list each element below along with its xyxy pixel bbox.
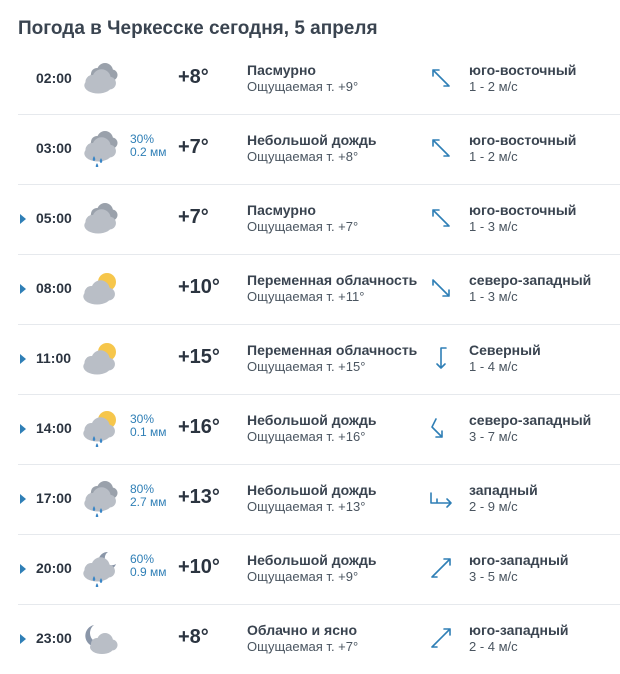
forecast-row[interactable] xyxy=(18,395,620,465)
sun-cloud-icon xyxy=(80,269,120,307)
wind-speed: 1 - 2 м/с xyxy=(469,149,518,164)
forecast-row[interactable] xyxy=(18,185,620,255)
feels-like: Ощущаемая т. +9° xyxy=(247,79,359,94)
expand-row-icon[interactable] xyxy=(20,424,26,434)
precipitation-amount: 0.1 мм xyxy=(130,425,167,439)
forecast-row[interactable] xyxy=(18,255,620,325)
feels-like: Ощущаемая т. +16° xyxy=(247,429,366,444)
hourly-forecast-list xyxy=(0,45,620,674)
precipitation xyxy=(130,483,167,509)
temperature: +10° xyxy=(178,556,220,578)
temperature: +10° xyxy=(178,276,220,298)
wind-direction: юго-восточный xyxy=(469,202,577,218)
feels-like: Ощущаемая т. +11° xyxy=(247,289,365,304)
forecast-row[interactable] xyxy=(18,325,620,395)
temperature: +8° xyxy=(178,626,209,648)
moon-cloud-rain-icon xyxy=(80,549,120,587)
feels-like: Ощущаемая т. +9° xyxy=(247,569,359,584)
temperature: +15° xyxy=(178,346,220,368)
wind-speed: 2 - 9 м/с xyxy=(469,499,518,514)
wind-speed: 3 - 5 м/с xyxy=(469,569,518,584)
precipitation-probability: 30% xyxy=(130,132,155,146)
condition: Облачно и ясно xyxy=(247,622,358,638)
forecast-time: 08:00 xyxy=(36,280,72,296)
wind-speed: 1 - 3 м/с xyxy=(469,289,518,304)
cloud-rain-icon xyxy=(80,479,120,517)
page-title: Погода в Черкесске сегодня, 5 апреля xyxy=(18,18,378,39)
forecast-time: 02:00 xyxy=(36,70,72,86)
temperature: +13° xyxy=(178,486,220,508)
precipitation xyxy=(130,413,167,439)
feels-like: Ощущаемая т. +7° xyxy=(247,219,359,234)
overcast-cloud-icon xyxy=(80,59,120,97)
feels-like: Ощущаемая т. +15° xyxy=(247,359,366,374)
wind-arrow-northwest-gust-icon xyxy=(428,415,454,441)
feels-like: Ощущаемая т. +7° xyxy=(247,639,359,654)
condition: Переменная облачность xyxy=(247,342,418,358)
condition: Пасмурно xyxy=(247,202,316,218)
wind-speed: 1 - 3 м/с xyxy=(469,219,518,234)
wind-direction: юго-западный xyxy=(469,552,569,568)
precipitation-probability: 30% xyxy=(130,412,155,426)
expand-row-icon[interactable] xyxy=(20,564,26,574)
expand-row-icon[interactable] xyxy=(20,354,26,364)
wind-direction: юго-восточный xyxy=(469,132,577,148)
forecast-row xyxy=(18,115,620,185)
forecast-row xyxy=(18,45,620,115)
temperature: +7° xyxy=(178,136,209,158)
forecast-row[interactable] xyxy=(18,535,620,605)
sun-cloud-icon xyxy=(80,339,120,377)
condition: Переменная облачность xyxy=(247,272,418,288)
temperature: +7° xyxy=(178,206,209,228)
wind-direction: юго-западный xyxy=(469,622,569,638)
wind-speed: 1 - 4 м/с xyxy=(469,359,518,374)
feels-like: Ощущаемая т. +8° xyxy=(247,149,359,164)
wind-arrow-southeast-icon xyxy=(428,135,454,161)
forecast-time: 23:00 xyxy=(36,630,72,646)
moon-cloud-icon xyxy=(80,619,120,657)
precipitation-amount: 0.9 мм xyxy=(130,565,167,579)
precipitation xyxy=(130,553,167,579)
wind-arrow-southwest-icon xyxy=(428,555,454,581)
wind-direction: Северный xyxy=(469,342,541,358)
precipitation xyxy=(130,133,167,159)
wind-speed: 1 - 2 м/с xyxy=(469,79,518,94)
wind-direction: западный xyxy=(469,482,538,498)
forecast-row[interactable] xyxy=(18,465,620,535)
forecast-time: 05:00 xyxy=(36,210,72,226)
expand-row-icon[interactable] xyxy=(20,494,26,504)
wind-direction: юго-восточный xyxy=(469,62,577,78)
temperature: +8° xyxy=(178,66,209,88)
cloud-rain-icon xyxy=(80,129,120,167)
wind-arrow-southwest-icon xyxy=(428,625,454,651)
wind-direction: северо-западный xyxy=(469,272,592,288)
forecast-time: 20:00 xyxy=(36,560,72,576)
precipitation-probability: 60% xyxy=(130,552,155,566)
condition: Небольшой дождь xyxy=(247,482,377,498)
condition: Небольшой дождь xyxy=(247,552,377,568)
wind-speed: 2 - 4 м/с xyxy=(469,639,518,654)
sun-cloud-rain-icon xyxy=(80,409,120,447)
forecast-time: 14:00 xyxy=(36,420,72,436)
condition: Небольшой дождь xyxy=(247,132,377,148)
wind-arrow-north-icon xyxy=(428,345,454,371)
condition: Пасмурно xyxy=(247,62,316,78)
expand-row-icon[interactable] xyxy=(20,634,26,644)
wind-arrow-southeast-icon xyxy=(428,65,454,91)
precipitation-probability: 80% xyxy=(130,482,155,496)
expand-row-icon[interactable] xyxy=(20,284,26,294)
forecast-time: 03:00 xyxy=(36,140,72,156)
wind-arrow-southeast-icon xyxy=(428,205,454,231)
condition: Небольшой дождь xyxy=(247,412,377,428)
precipitation-amount: 0.2 мм xyxy=(130,145,167,159)
wind-speed: 3 - 7 м/с xyxy=(469,429,518,444)
wind-direction: северо-западный xyxy=(469,412,592,428)
precipitation-amount: 2.7 мм xyxy=(130,495,167,509)
wind-arrow-west-icon xyxy=(428,485,454,511)
wind-arrow-northwest-icon xyxy=(428,275,454,301)
forecast-time: 17:00 xyxy=(36,490,72,506)
feels-like: Ощущаемая т. +13° xyxy=(247,499,366,514)
overcast-cloud-icon xyxy=(80,199,120,237)
temperature: +16° xyxy=(178,416,220,438)
expand-row-icon[interactable] xyxy=(20,214,26,224)
forecast-time: 11:00 xyxy=(36,350,72,366)
